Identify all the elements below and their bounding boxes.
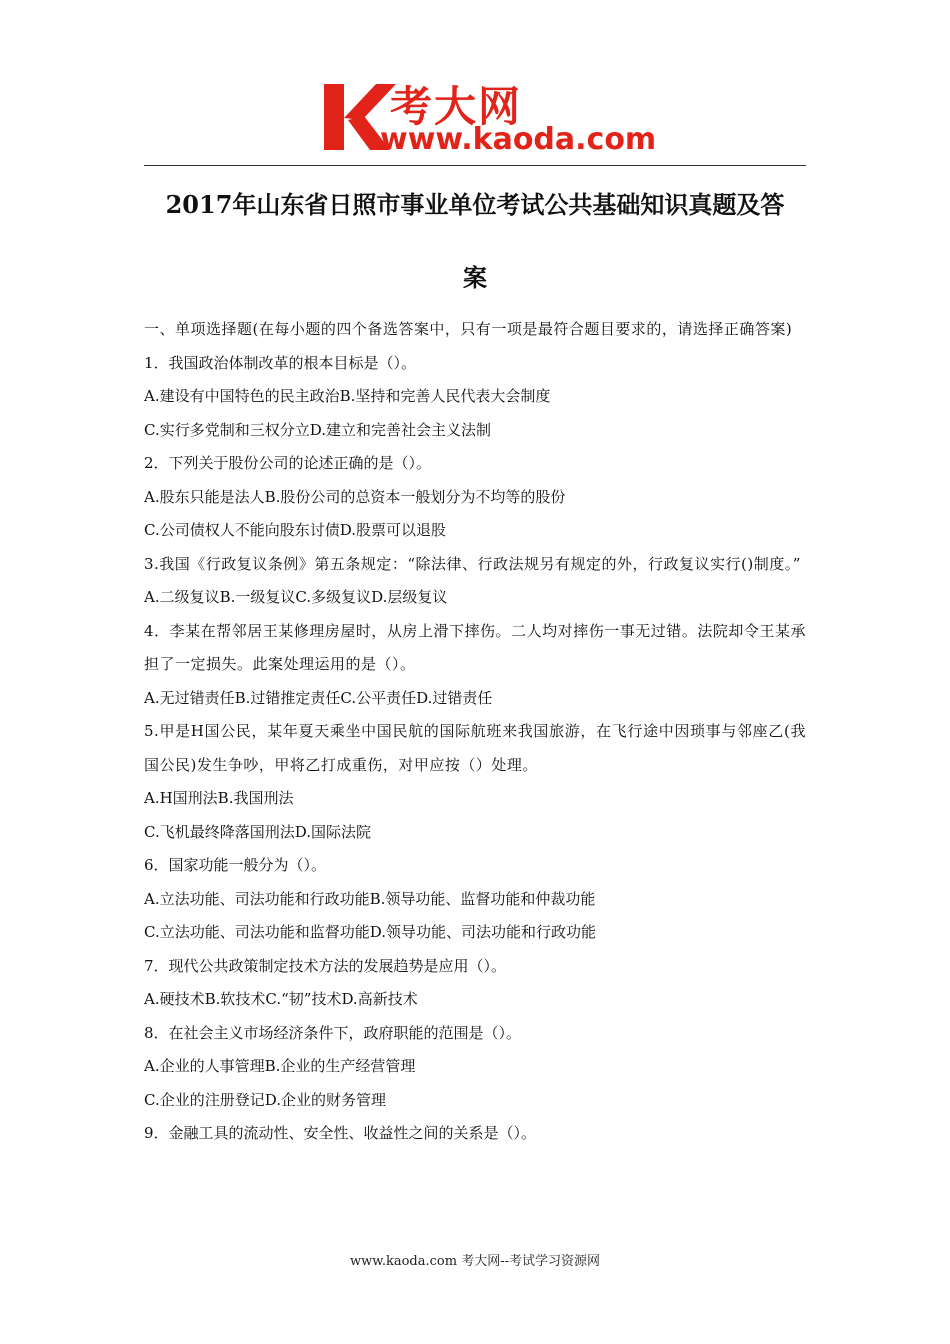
question-8: 8．在社会主义市场经济条件下，政府职能的范围是（）。	[144, 1023, 522, 1042]
logo-url-text: www.kaoda.com	[380, 122, 657, 157]
question-8-options-cd: C.企业的注册登记D.企业的财务管理	[144, 1090, 386, 1109]
header-divider	[144, 165, 806, 166]
page-footer: www.kaoda.com 考大网--考试学习资源网	[350, 1254, 600, 1269]
kaoda-logo	[318, 80, 657, 158]
question-1: 1．我国政治体制改革的根本目标是（）。	[144, 353, 417, 372]
question-3: 3.我国《行政复议条例》第五条规定：“除法律、行政法规另有规定的外，行政复议实行()制度。”	[144, 554, 801, 573]
question-7: 7．现代公共政策制定技术方法的发展趋势是应用（）。	[144, 956, 507, 975]
question-2-options-cd: C.公司债权人不能向股东讨债D.股票可以退股	[144, 521, 446, 539]
document-title-line-1: 2017年山东省日照市事业单位考试公共基础知识真题及答	[165, 190, 785, 219]
question-5-options-cd: C.飞机最终降落国刑法D.国际法院	[144, 822, 371, 841]
question-1-options-ab: A.建设有中国特色的民主政治B.坚持和完善人民代表大会制度	[144, 387, 551, 405]
question-6: 6．国家功能一般分为（）。	[144, 856, 327, 874]
question-4: 4．李某在帮邻居王某修理房屋时，从房上滑下摔伤。二人均对摔伤一事无过错。法院却令王某承担了一定损失。此案处理运用的是（）。	[144, 621, 806, 673]
logo-chinese-text: 考大网	[390, 82, 523, 131]
question-4-options: A.无过错责任B.过错推定责任C.公平责任D.过错责任	[144, 688, 493, 707]
question-5-options-ab: A.H国刑法B.我国刑法	[144, 789, 294, 807]
question-1-options-cd: C.实行多党制和三权分立D.建立和完善社会主义法制	[144, 420, 491, 439]
question-6-options-cd: C.立法功能、司法功能和监督功能D.领导功能、司法功能和行政功能	[144, 923, 596, 941]
question-9: 9．金融工具的流动性、安全性、收益性之间的关系是（）。	[144, 1124, 537, 1142]
question-8-options-ab: A.企业的人事管理B.企业的生产经营管理	[144, 1057, 416, 1075]
question-2-options-ab: A.股东只能是法人B.股份公司的总资本一般划分为不均等的股份	[144, 487, 566, 506]
question-5: 5.甲是H国公民，某年夏天乘坐中国民航的国际航班来我国旅游，在飞行途中因琐事与邻座乙(我国公民)发生争吵，甲将乙打成重伤，对甲应按（）处理。	[144, 722, 806, 774]
question-6-options-ab: A.立法功能、司法功能和行政功能B.领导功能、监督功能和仲裁功能	[144, 889, 596, 908]
question-2: 2．下列关于股份公司的论述正确的是（）。	[144, 454, 432, 472]
question-3-options: A.二级复议B.一级复议C.多级复议D.层级复议	[144, 588, 448, 606]
question-7-options: A.硬技术B.软技术C.“韧”技术D.高新技术	[144, 990, 418, 1008]
section-heading: 一、单项选择题(在每小题的四个备选答案中，只有一项是最符合题目要求的，请选择正确答案)	[144, 320, 793, 338]
document-title-line-2: 案	[463, 263, 487, 292]
question-content	[144, 313, 806, 1151]
